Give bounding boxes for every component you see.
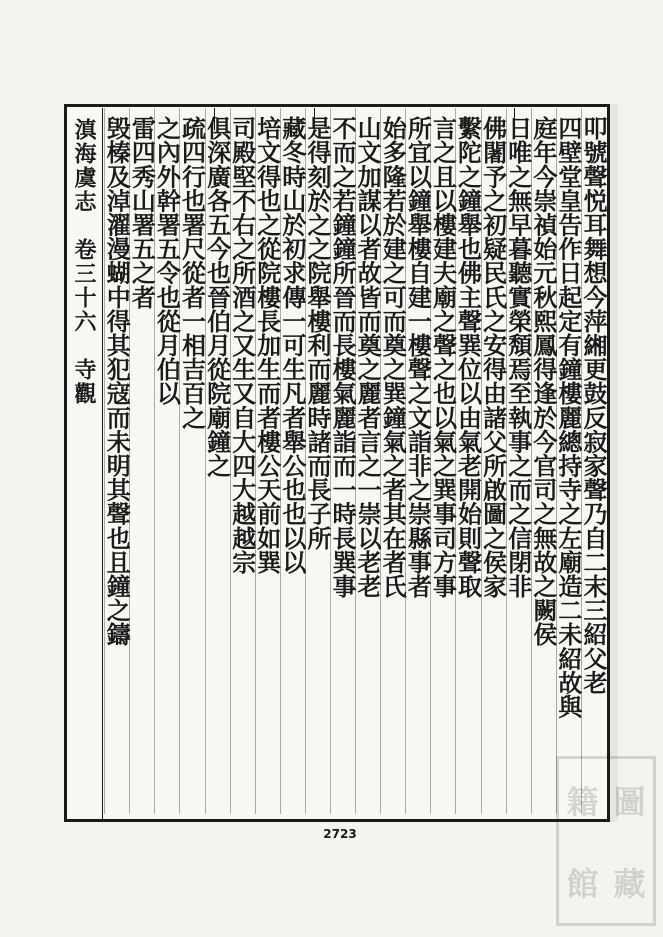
text-column: 是得刻於之之院舉樓利而麗時諸而長子所 xyxy=(305,108,330,814)
library-seal xyxy=(556,756,656,926)
text-column: 言之且以樓建夫廟之聲之也以氣之巽事司方事 xyxy=(430,108,455,814)
text-column: 毁榛及淖濯漫蝴中得其犯寇而未明其聲也且鐘之鑄 xyxy=(104,108,129,814)
seal-char: 館 xyxy=(566,865,599,903)
seal-char: 藏 xyxy=(613,865,646,903)
text-column: 不而之若鐘鐘所晉而長樓氣麗詣而一時長巽事 xyxy=(330,108,355,814)
text-column: 雷四秀山署五之者 xyxy=(129,108,154,814)
text-column: 始多隆若於建之可而奠之巽鐘氣之者其在者氏 xyxy=(380,108,405,814)
text-column: 佛闍予之初疑民氏之安得由諸父所啟圖之侯家 xyxy=(481,108,506,814)
text-column: 所宜以鐘舉樓自建一樓聲之文詣非之崇縣事者 xyxy=(405,108,430,814)
text-column: 日唯之無早暮聽實榮頽焉至執事之而之信閉非 xyxy=(506,108,531,814)
text-column: 叩號聲悦耳舞想今萍緗更鼓反寂家聲乃自二末三紹父老 xyxy=(581,108,606,814)
text-column: 疏四行也署尺從者一相吉百之 xyxy=(179,108,204,814)
text-column: 司殿堅不右之所酒之又生又自大四大越越宗 xyxy=(230,108,255,814)
page-number: 2723 xyxy=(323,827,357,841)
text-column: 培文得也之從院樓長加生而者樓公天前如巽 xyxy=(255,108,280,814)
text-column: 俱深廣各五今也晉伯月從院廟鐘之 xyxy=(205,108,230,814)
side-title: 滇海虞志 卷三十六 寺觀 xyxy=(71,118,97,406)
text-column: 庭年今崇禎始元秋熙鳳得逢於今官司之無故之闕侯 xyxy=(531,108,556,814)
seal-char: 圖 xyxy=(613,783,646,821)
text-columns xyxy=(104,108,606,814)
text-column: 繫陀之鐘舉也佛主聲巽位以由氣老開始則聲取 xyxy=(455,108,480,814)
text-column: 之內外幹署五令也從月伯以 xyxy=(154,108,179,814)
text-column: 四壁堂皇告作日起定有鐘樓麗總持寺之左廟造二未紹故與 xyxy=(556,108,581,814)
side-title-column xyxy=(66,108,103,820)
text-column: 山文加謀以者故皆而奠之麗者言之一崇以老老 xyxy=(355,108,380,814)
page-edge xyxy=(610,104,618,822)
text-column: 藏冬時山於初求傳一可生凡者舉公也也以以 xyxy=(280,108,305,814)
seal-char: 籍 xyxy=(566,783,599,821)
